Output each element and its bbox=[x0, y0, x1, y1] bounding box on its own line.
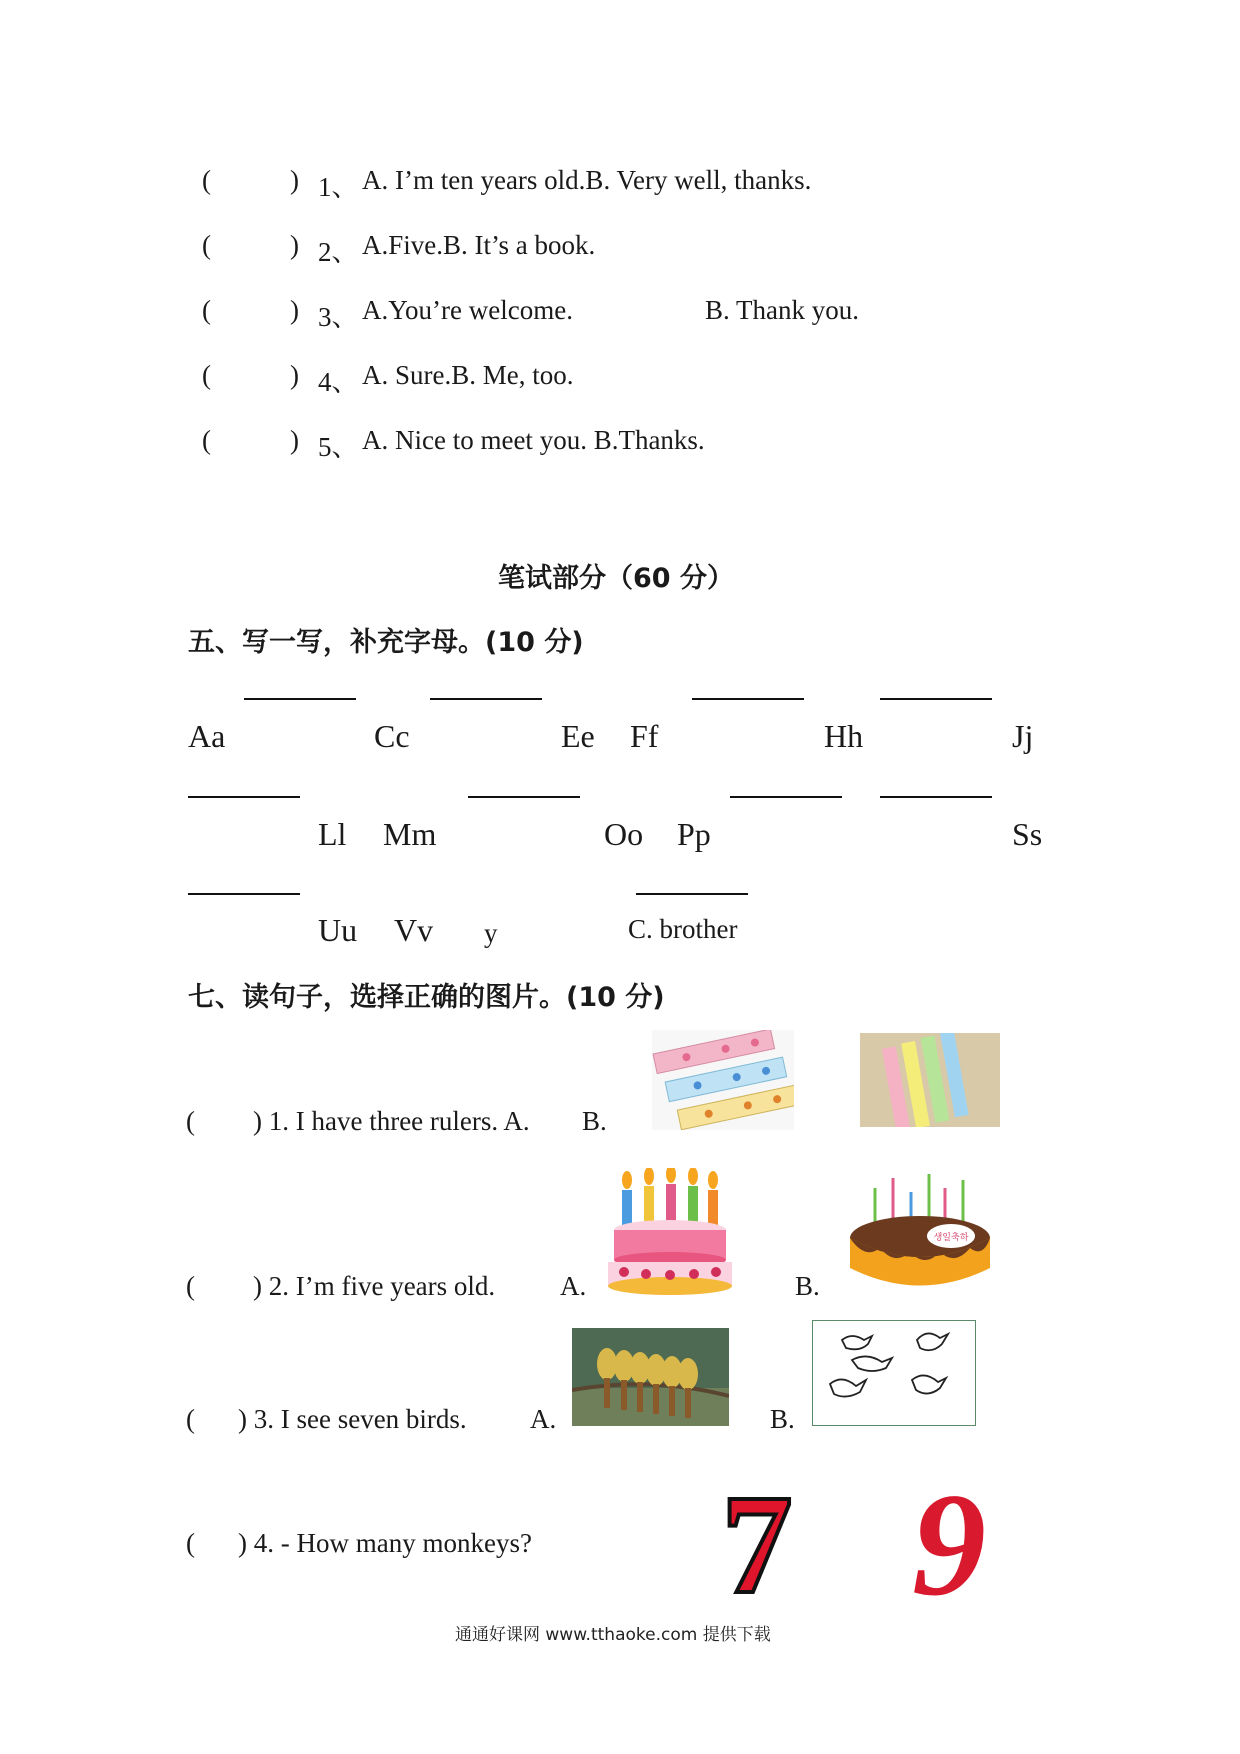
letter-blank[interactable] bbox=[692, 698, 804, 700]
section7-heading: 七、读句子，选择正确的图片。(10 分) bbox=[188, 982, 665, 1013]
section5-heading: 五、写一写，补充字母。(10 分) bbox=[188, 627, 584, 658]
item-number: 4、 bbox=[318, 367, 359, 397]
letter-pair: Jj bbox=[1012, 718, 1034, 754]
option-b-label: B. bbox=[770, 1404, 795, 1434]
answer-paren-open: ( bbox=[186, 1528, 195, 1558]
letter-pair: Uu bbox=[318, 912, 358, 948]
answer-paren-open: ( bbox=[186, 1271, 195, 1301]
answer-paren-close: ) bbox=[290, 360, 299, 390]
question-text: ) 3. I see seven birds. bbox=[238, 1404, 467, 1434]
item-number: 3、 bbox=[318, 302, 359, 332]
letter-pair: Mm bbox=[383, 816, 437, 852]
option-a-label: A. bbox=[530, 1404, 557, 1434]
letter-pair: Pp bbox=[677, 816, 711, 852]
letter-pair: Oo bbox=[604, 816, 644, 852]
option-b-label: B. bbox=[582, 1106, 607, 1136]
item-text: A. Sure.B. Me, too. bbox=[362, 360, 574, 390]
letter-blank[interactable] bbox=[636, 893, 748, 895]
cake-label: 생일축하 bbox=[933, 1233, 969, 1243]
answer-paren-open: ( bbox=[202, 425, 211, 455]
colorful-rulers-image bbox=[652, 1030, 794, 1130]
item-text: A. I’m ten years old.B. Very well, thanks. bbox=[362, 165, 812, 195]
answer-paren-open: ( bbox=[186, 1106, 195, 1136]
item-number: 1、 bbox=[318, 172, 359, 202]
chocolate-birthday-cake-image bbox=[845, 1168, 995, 1302]
letter-pair: Ee bbox=[561, 718, 595, 754]
letter-blank[interactable] bbox=[188, 796, 300, 798]
answer-paren-close: ) bbox=[290, 425, 299, 455]
letter-pair: Ll bbox=[318, 816, 347, 852]
letter-pair: Aa bbox=[188, 718, 226, 754]
letter-pair: Ff bbox=[630, 718, 659, 754]
answer-paren-close: ) bbox=[290, 295, 299, 325]
answer-paren-close: ) bbox=[290, 230, 299, 260]
answer-paren-open: ( bbox=[202, 230, 211, 260]
pink-birthday-cake-image bbox=[604, 1168, 736, 1300]
option-a-label: A. bbox=[560, 1271, 587, 1301]
letter-blank[interactable] bbox=[430, 698, 542, 700]
letter-pair: Vv bbox=[394, 912, 434, 948]
letter-blank[interactable] bbox=[880, 796, 992, 798]
question-text: ) 4. - How many monkeys? bbox=[238, 1528, 532, 1558]
answer-paren-open: ( bbox=[202, 165, 211, 195]
four-birds-drawing bbox=[812, 1320, 976, 1426]
letter-pair: Hh bbox=[824, 718, 864, 754]
stray-text: C. brother bbox=[628, 914, 738, 944]
written-part-title: 笔试部分（60 分） bbox=[498, 563, 734, 594]
letter-blank[interactable] bbox=[188, 893, 300, 895]
letter-pair: y bbox=[484, 918, 498, 948]
page-footer: 通通好课网 www.tthaoke.com 提供下载 bbox=[455, 1625, 771, 1645]
letter-blank[interactable] bbox=[468, 796, 580, 798]
answer-paren-close: ) bbox=[290, 165, 299, 195]
question-text: ) 1. I have three rulers. A. bbox=[253, 1106, 530, 1136]
letter-pair: Cc bbox=[374, 718, 410, 754]
pastel-rulers-image bbox=[860, 1033, 1000, 1127]
item-text: A. Nice to meet you. B.Thanks. bbox=[362, 425, 705, 455]
item-number: 5、 bbox=[318, 432, 359, 462]
letter-blank[interactable] bbox=[730, 796, 842, 798]
option-b-label: B. bbox=[795, 1271, 820, 1301]
answer-paren-open: ( bbox=[186, 1404, 195, 1434]
number-nine: 9 bbox=[912, 1482, 986, 1606]
letter-pair: Ss bbox=[1012, 816, 1043, 852]
letter-blank[interactable] bbox=[880, 698, 992, 700]
number-seven: 7 bbox=[721, 1482, 793, 1606]
item-option-b: B. Thank you. bbox=[705, 295, 859, 325]
letter-blank[interactable] bbox=[244, 698, 356, 700]
answer-paren-open: ( bbox=[202, 360, 211, 390]
item-text: A.You’re welcome. bbox=[362, 295, 573, 325]
question-text: ) 2. I’m five years old. bbox=[253, 1271, 496, 1301]
item-number: 2、 bbox=[318, 237, 359, 267]
answer-paren-open: ( bbox=[202, 295, 211, 325]
item-text: A.Five.B. It’s a book. bbox=[362, 230, 596, 260]
number-nine-image bbox=[894, 1482, 1004, 1606]
seven-birds-photo bbox=[572, 1328, 729, 1426]
number-seven-image bbox=[694, 1482, 820, 1606]
